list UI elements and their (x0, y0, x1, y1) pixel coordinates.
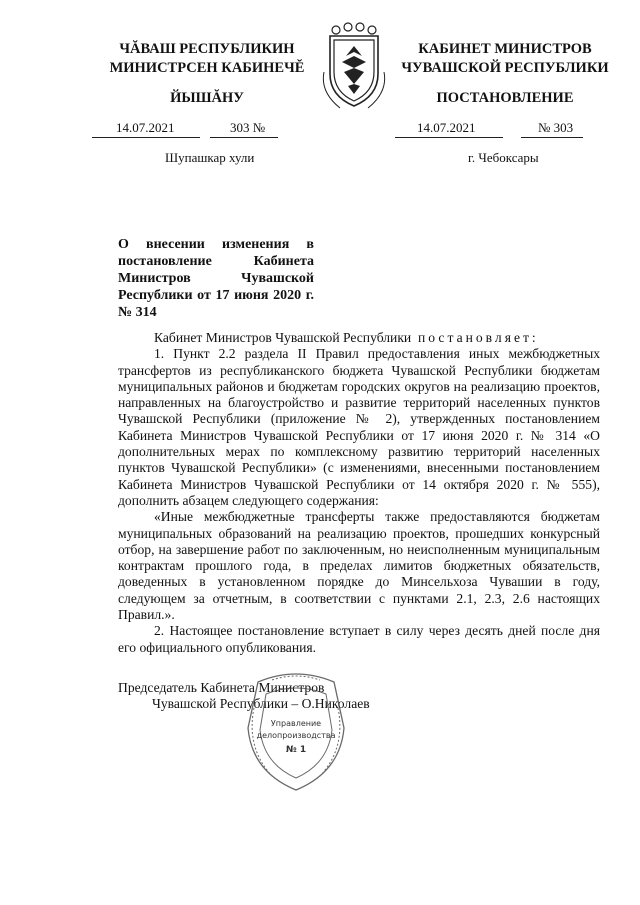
header-left-line2: МИНИСТРСЕН КАБИНЕЧĔ (109, 60, 305, 76)
signature-line1: Председатель Кабинета Министров (118, 680, 325, 695)
office-stamp-icon (232, 668, 360, 796)
reg-number-right: № 303 (538, 120, 574, 135)
chuvash-emblem-icon (322, 22, 386, 114)
doctype-russian: ПОСТАНОВЛЕНИЕ (436, 90, 574, 106)
doctype-chuvash: ЙЫШĂНУ (170, 90, 244, 106)
place-chuvash: Шупашкар хули (165, 150, 255, 165)
intro-prefix: Кабинет Министров Чувашской Республики (154, 330, 412, 345)
reg-number-left: 303 № (230, 120, 266, 135)
reg-date-left: 14.07.2021 (116, 120, 175, 135)
intro-paragraph (118, 330, 600, 346)
document-subject: О внесении изменения в постановление Кабинета Министров Чувашской Республики от 17 июня 2020 г. № 314 (118, 237, 314, 320)
stamp-line2: делопроизводства (256, 731, 336, 740)
signature-line2: Чувашской Республики – О.Николаев (152, 696, 370, 711)
paragraph-2: 2. Настоящее постановление вступает в силу через десять дней после дня его официального опубликования. (118, 623, 600, 655)
paragraph-quote: «Иные межбюджетные трансферты также предоставляются бюджетам муниципальных образований на реализацию проектов, прошедших конкурсный отбор, на завершение работ по заключенным, но неисполненным муниципальным контрактам прошлого года, в пределах лимитов бюджетных обязательств, доведенных в установленном порядке до Минсельхоза Чувашии в году, следующем за отчетным, в соответствии с пунктами 2.1, 2.3, 2.6 настоящих Правил.». (118, 509, 600, 623)
header-russian (395, 40, 615, 78)
header-right-line1: КАБИНЕТ МИНИСТРОВ (418, 41, 592, 57)
header-right-line2: ЧУВАШСКОЙ РЕСПУБЛИКИ (401, 60, 609, 76)
reg-date-right: 14.07.2021 (417, 120, 476, 135)
paragraph-1: 1. Пункт 2.2 раздела II Правил предоставления иных межбюджетных трансфертов из республиканского бюджета Чувашской Республики бюджетам муниципальных районов и бюджетам городских округов на реализацию проектов, направленных на благоустройство и развитие территорий населенных пунктов Чувашской Республики (приложение № 2), утвержденных постановлением Кабинета Министров Чувашской Республики от 17 июня 2020 г. № 314 «О дополнительных мерах по комплексному развитию территорий населенных пунктов Чувашской Республики» (с изменениями, внесенными постановлением Кабинета Министров Чувашской Республики от 14 октября 2020 г. № 555), дополнить абзацем следующего содержания: (118, 346, 600, 508)
document-body (118, 330, 600, 656)
stamp-line1: Управление (270, 719, 322, 728)
place-russian: г. Чебоксары (468, 150, 539, 165)
stamp-line3: № 1 (285, 745, 307, 755)
intro-verb: постановляет: (418, 330, 539, 345)
header-left-line1: ЧĂВАШ РЕСПУБЛИКИН (119, 41, 295, 57)
header-chuvash (92, 40, 322, 78)
